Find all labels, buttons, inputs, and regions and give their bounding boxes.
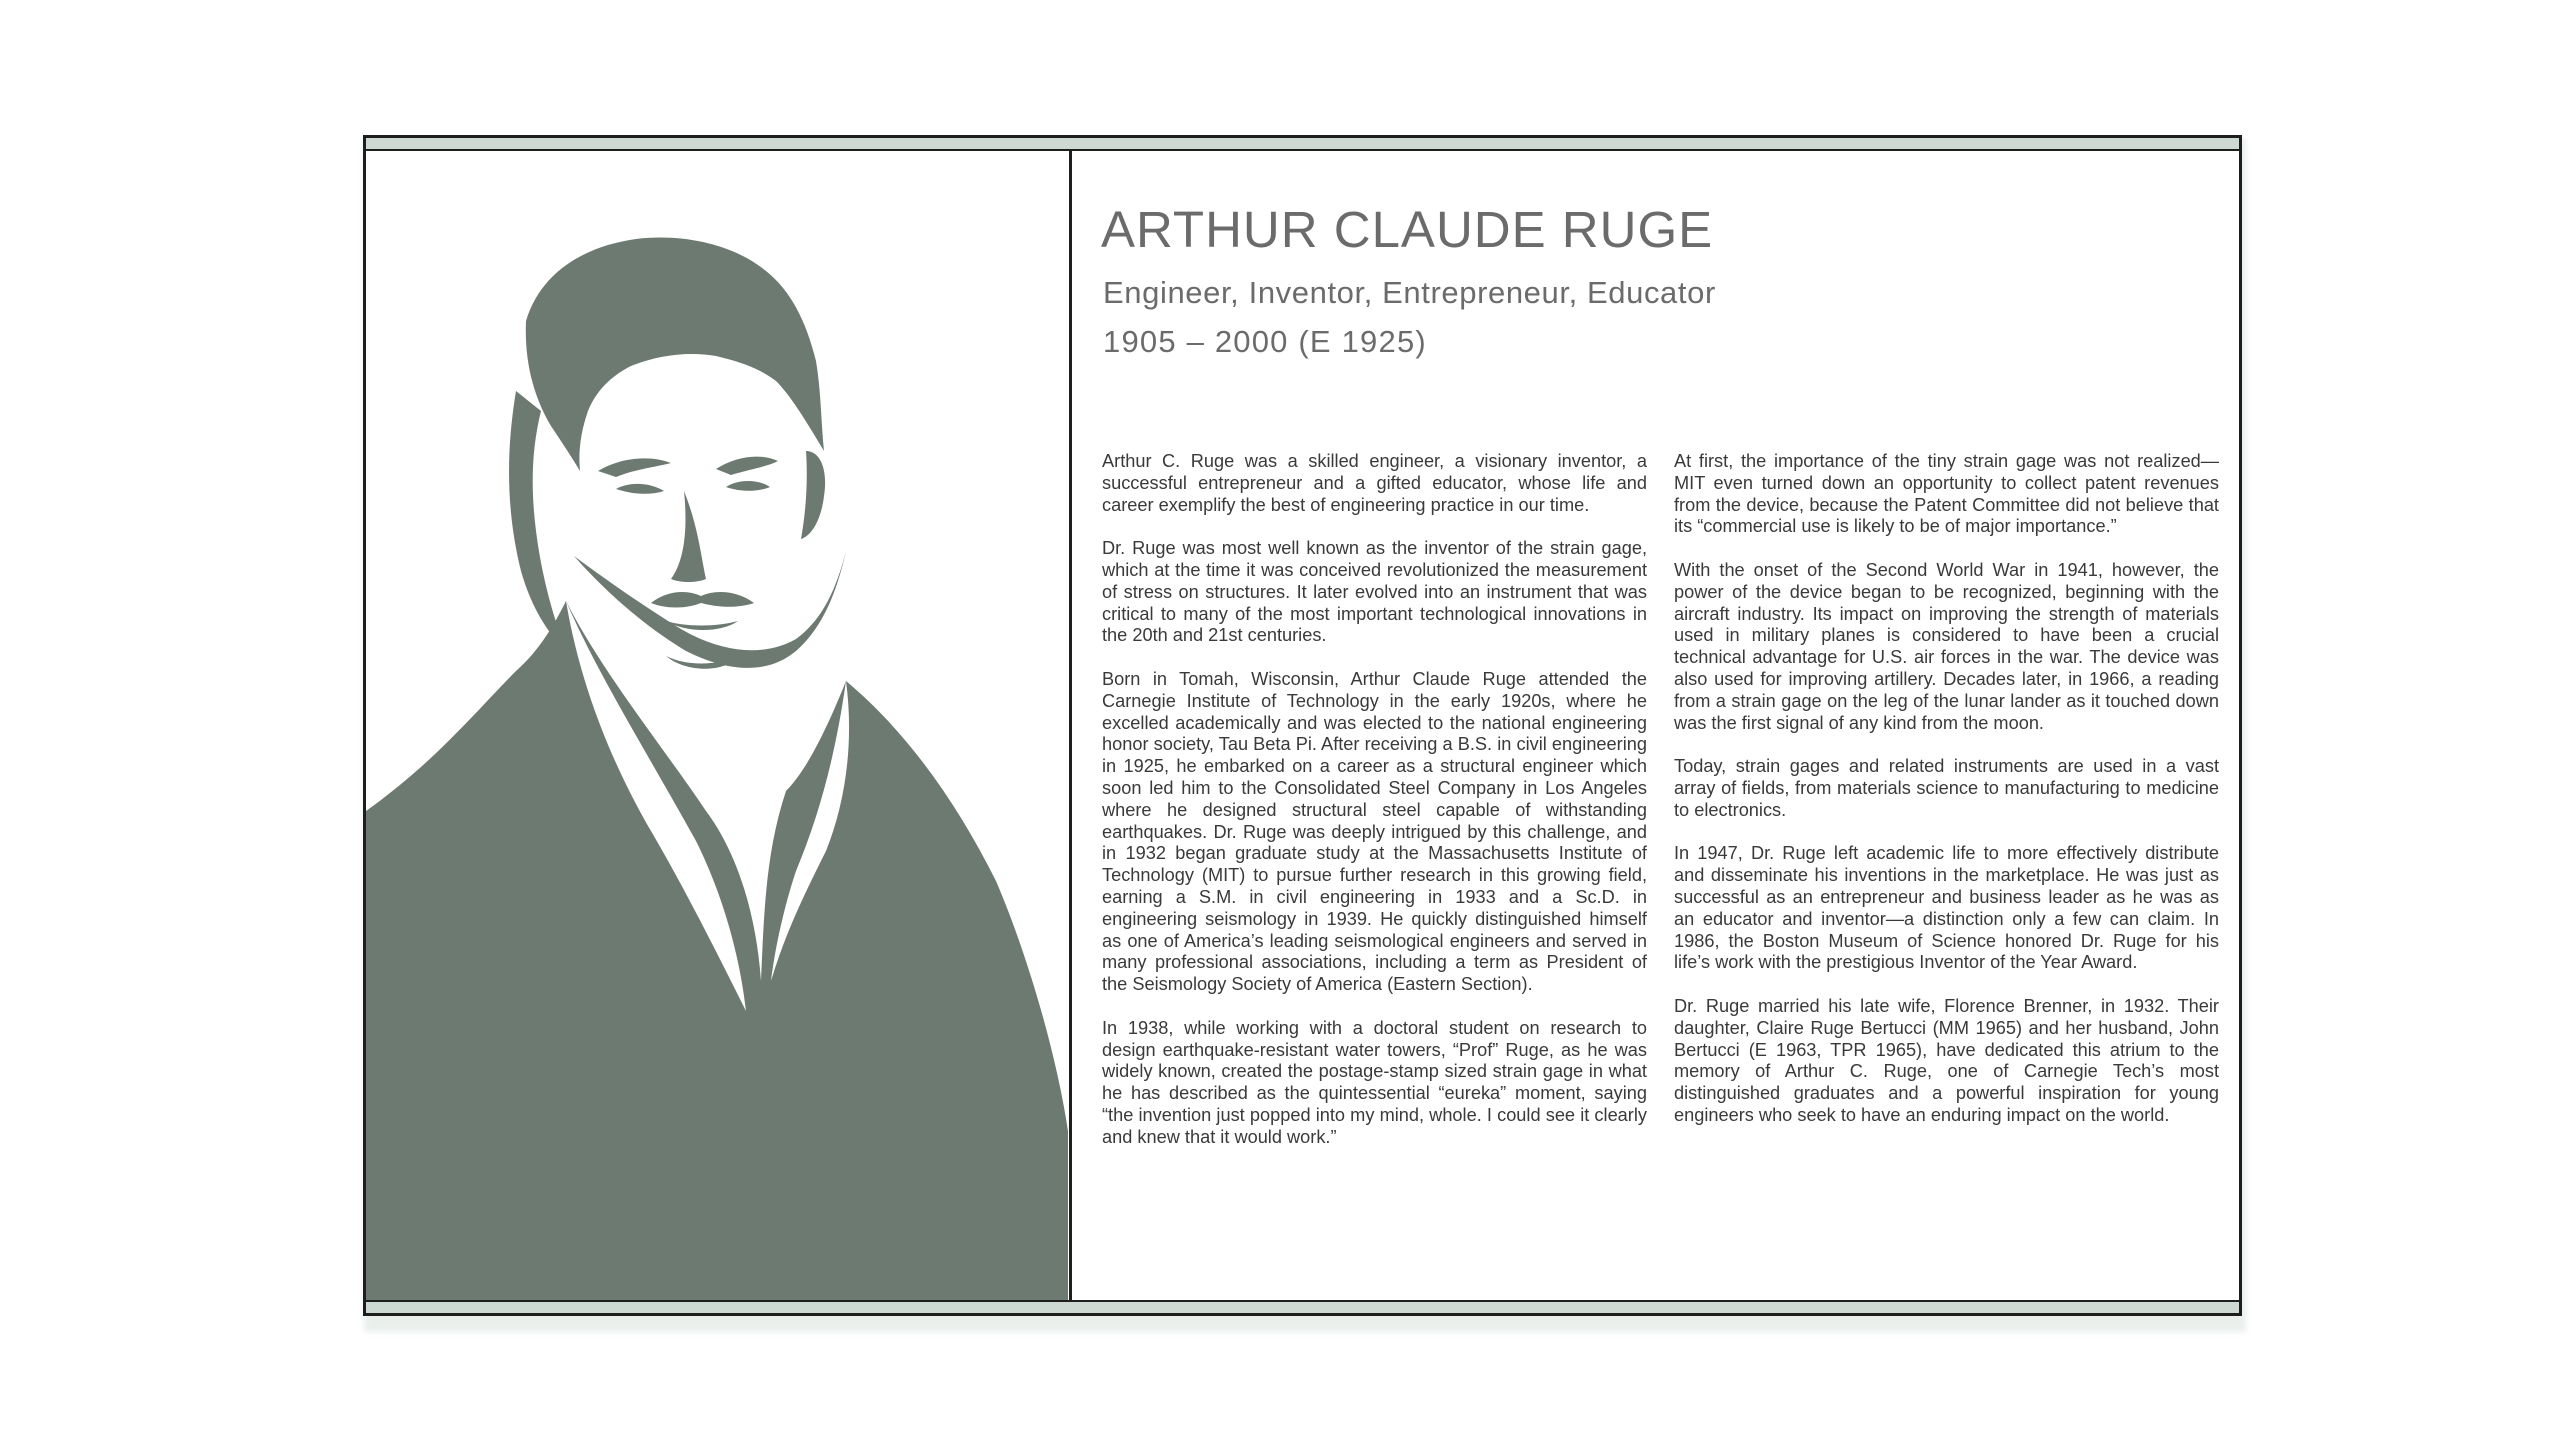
panel-divider: [1069, 151, 1072, 1300]
portrait-panel: [366, 151, 1068, 1300]
memorial-plaque: [363, 135, 2242, 1316]
biography-right-column: [1674, 451, 2219, 1149]
biography-paragraph: With the onset of the Second World War in 1941, however, the power of the device began to be recognized, beginning with the aircraft industry. Its impact on improving the strength of materials used in military planes is considered to have been a crucial technical advantage for U.S. air forces in the war. The device was also used for improving artillery. Decades later, in 1966, a reading from a strain gage on the leg of the lunar lander as it touched down was the first signal of any kind from the moon.: [1674, 559, 2219, 733]
biography-left-column: [1102, 451, 1647, 1170]
top-band: [366, 138, 2239, 151]
plaque-subtitle: Engineer, Inventor, Entrepreneur, Educator: [1103, 275, 1716, 310]
biography-paragraph: Dr. Ruge was most well known as the inventor of the strain gage, which at the time it was conceived revolutionized the measurement of stress on structures. It later evolved into an instrument that was critical to many of the most important technological innovations in the 20th and 21st centuries.: [1102, 538, 1647, 646]
biography-paragraph: Today, strain gages and related instruments are used in a vast array of fields, from materials science to manufacturing to medicine to electronics.: [1674, 756, 2219, 820]
biography-paragraph: Dr. Ruge married his late wife, Florence Brenner, in 1932. Their daughter, Claire Ruge Bertucci (MM 1965) and her husband, John Bertucci (E 1963, TPR 1965), have dedicated this atrium to the memory of Arthur C. Ruge, one of Carnegie Tech’s most distinguished graduates and a powerful inspiration for young engineers who seek to have an enduring impact on the world.: [1674, 995, 2219, 1125]
biography-paragraph: In 1938, while working with a doctoral student on research to design earthquake-resistant water towers, “Prof” Ruge, as he was widely known, created the postage-stamp sized strain gage in what he has described as the quintessential “eureka” moment, saying “the invention just popped into my mind, whole. I could see it clearly and knew that it would work.”: [1102, 1017, 1647, 1147]
biography-paragraph: Arthur C. Ruge was a skilled engineer, a visionary inventor, a successful entrepreneur and a gifted educator, whose life and career exemplify the best of engineering practice in our time.: [1102, 451, 1647, 515]
bottom-band: [366, 1300, 2239, 1313]
portrait-illustration-icon: [366, 151, 1068, 1300]
biography-paragraph: At first, the importance of the tiny strain gage was not realized—MIT even turned down an opportunity to collect patent revenues from the device, because the Patent Committee did not believe that its “commercial use is likely to be of major importance.”: [1674, 451, 2219, 537]
biography-paragraph: Born in Tomah, Wisconsin, Arthur Claude Ruge attended the Carnegie Institute of Technology in the early 1920s, where he excelled academically and was elected to the national engineering honor society, Tau Beta Pi. After receiving a B.S. in civil engineering in 1925, he embarked on a career as a structural engineer which soon led him to the Consolidated Steel Company in Los Angeles where he designed structural steel capable of withstanding earthquakes. Dr. Ruge was deeply intrigued by this challenge, and in 1932 began graduate study at the Massachusetts Institute of Technology (MIT) to pursue further research in this growing field, earning a S.M. in civil engineering in 1933 and a Sc.D. in engineering seismology in 1939. He quickly distinguished himself as one of America’s leading seismological engineers and served in many professional associations, including a term as President of the Seismology Society of America (Eastern Section).: [1102, 668, 1647, 995]
plaque-dates: 1905 – 2000 (E 1925): [1103, 324, 1427, 359]
plaque-title: ARTHUR CLAUDE RUGE: [1101, 201, 1714, 258]
biography-paragraph: In 1947, Dr. Ruge left academic life to more effectively distribute and disseminate his inventions in the marketplace. He was just as successful as an entrepreneur and business leader as he was as an educator and inventor—a distinction only a few can claim. In 1986, the Boston Museum of Science honored Dr. Ruge for his life’s work with the prestigious Inventor of the Year Award.: [1674, 843, 2219, 973]
